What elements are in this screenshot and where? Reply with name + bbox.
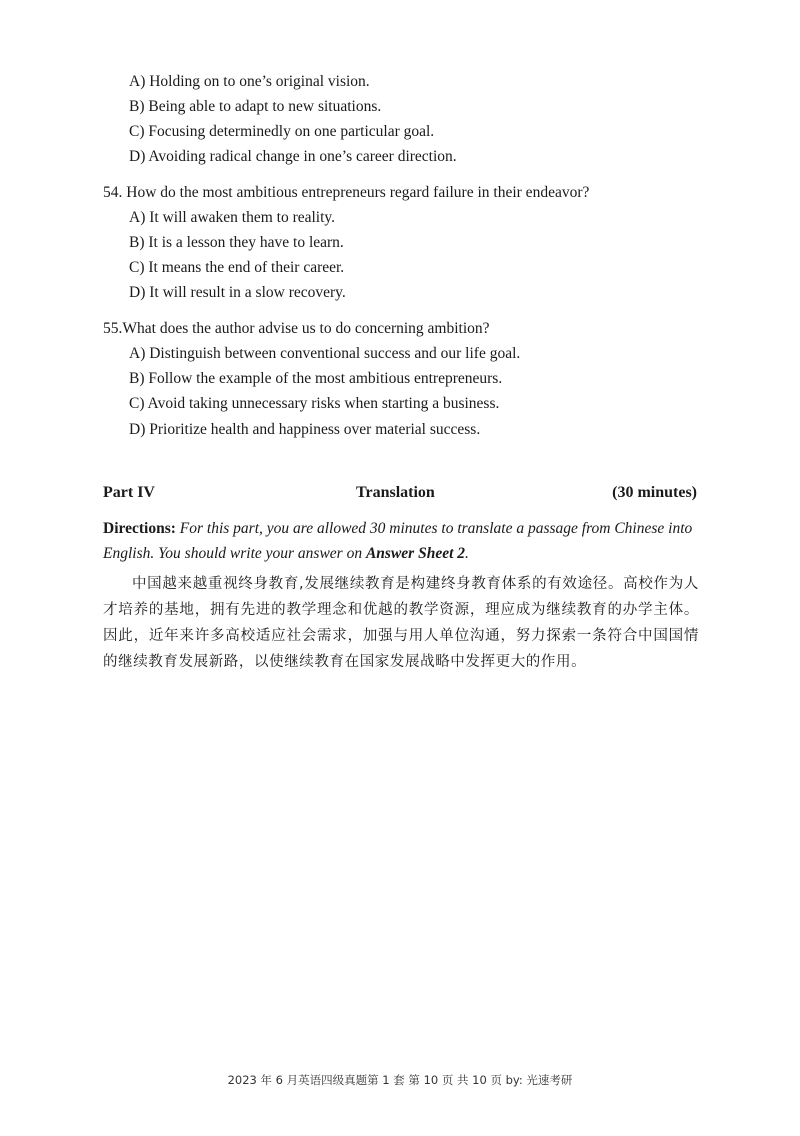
q54-option-d: D) It will result in a slow recovery. [129, 284, 346, 301]
q55-option-c: C) Avoid taking unnecessary risks when starting a business. [129, 395, 500, 412]
q54-stem: 54. How do the most ambitious entrepreneurs regard failure in their endeavor? [103, 184, 590, 201]
part-heading [103, 484, 697, 506]
part-title: Translation [356, 484, 435, 501]
q54-option-c: C) It means the end of their career. [129, 259, 345, 276]
q53-option-b: B) Being able to adapt to new situations. [129, 98, 382, 115]
q54-option-b: B) It is a lesson they have to learn. [129, 234, 344, 251]
q54-option-a: A) It will awaken them to reality. [129, 209, 336, 226]
q55-option-a: A) Distinguish between conventional success and our life goal. [129, 345, 521, 362]
answer-sheet-ref: Answer Sheet 2 [365, 545, 466, 562]
part-time: (30 minutes) [612, 484, 697, 501]
q55-stem: 55.What does the author advise us to do concerning ambition? [103, 320, 490, 337]
directions-label: Directions: [103, 520, 176, 537]
directions-end: . [465, 545, 469, 562]
directions [103, 516, 701, 566]
q53-option-c: C) Focusing determinedly on one particular goal. [129, 123, 435, 140]
q53-option-a: A) Holding on to one’s original vision. [129, 73, 370, 90]
q55-option-d: D) Prioritize health and happiness over material success. [129, 421, 481, 438]
q55-option-b: B) Follow the example of the most ambitious entrepreneurs. [129, 370, 503, 387]
part-label: Part IV [103, 484, 155, 501]
translation-passage: 中国越来越重视终身教育,发展继续教育是构建终身教育体系的有效途径。高校作为人才培养的基地，拥有先进的教学理念和优越的教学资源，理应成为继续教育的办学主体。因此，近年来许多高校适应社会需求，加强与用人单位沟通，努力探索一条符合中国国情的继续教育发展新路，以使继续教育在国家发展战略中发挥更大的作用。 [103, 576, 699, 670]
page-footer: 2023 年 6 月英语四级真题第 1 套 第 10 页 共 10 页 by: 光速考研 [227, 1073, 573, 1087]
q53-option-d: D) Avoiding radical change in one’s career direction. [129, 148, 457, 165]
directions-text: For this part, you are allowed 30 minutes to translate a passage from Chinese into English. You should write your answer on [103, 520, 693, 562]
